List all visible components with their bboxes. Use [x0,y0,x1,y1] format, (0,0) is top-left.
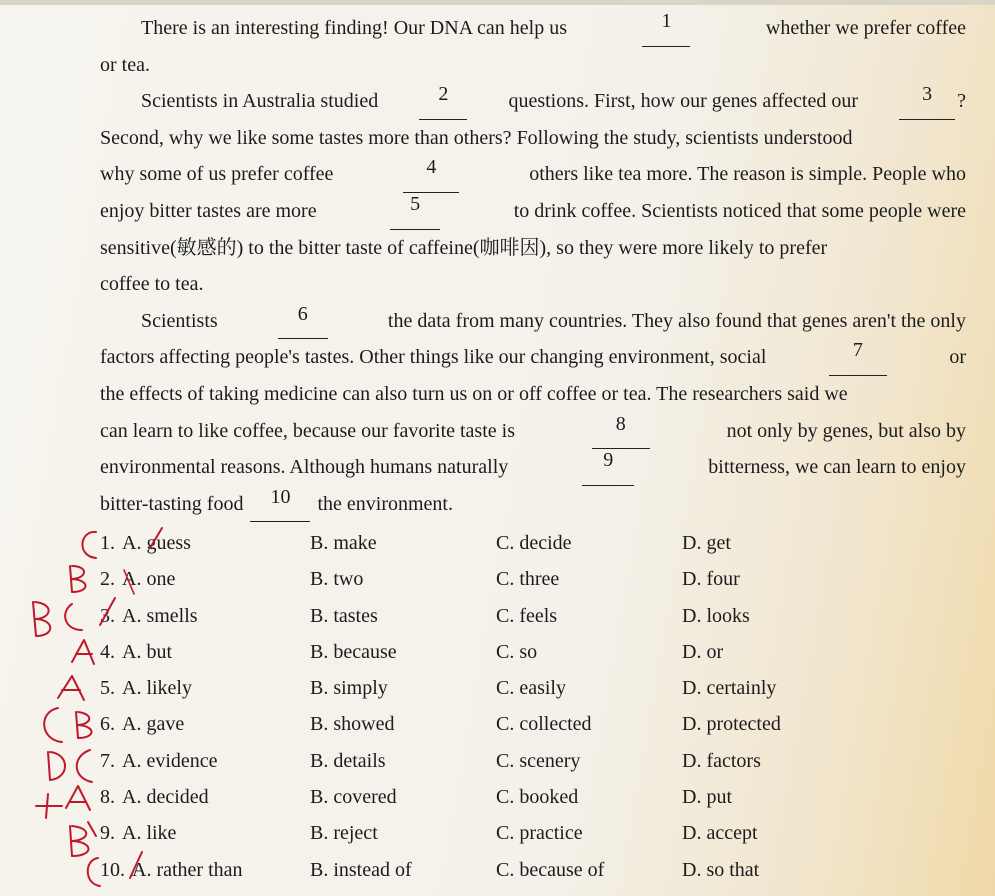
option-c: C. scenery [496,749,581,772]
question-number: 7. [100,749,115,772]
option-d: D. certainly [682,677,777,700]
line-text: not only by genes, but also by [726,419,966,442]
option-a: A. like [122,822,177,845]
question-row-7 [100,743,970,779]
passage-line-4 [100,120,966,157]
question-number: 6. [100,713,115,736]
blank-3: 3 [899,83,955,120]
line-text: the environment. [317,492,453,515]
line-text: bitterness, we can learn to enjoy [708,456,966,479]
option-b: B. showed [310,713,395,736]
blank-1: 1 [642,10,690,47]
option-b: B. two [310,568,364,591]
question-row-1 [100,525,970,561]
question-row-3 [100,598,970,634]
line-text: the data from many countries. They also found that genes aren't the only [387,309,966,332]
option-d: D. so that [682,858,760,881]
line-text: factors affecting people's tastes. Other things like our changing environment, social [100,346,767,369]
option-b: B. instead of [310,858,412,881]
option-b: B. tastes [310,604,378,627]
option-b: B. covered [310,786,397,809]
line-text: others like tea more. The reason is simple. People who [529,163,966,186]
option-d: D. or [682,640,724,663]
line-text: Scientists [141,309,218,332]
line-text: environmental reasons. Although humans naturally [100,456,509,479]
passage-line-14 [100,486,966,523]
option-d: D. put [682,786,732,809]
line-text: coffee to tea. [100,273,204,296]
passage-line-5 [100,156,966,193]
line-text: or tea. [100,53,150,76]
blank-2: 2 [419,83,467,120]
option-b: B. make [310,532,377,554]
option-d: D. four [682,568,740,591]
line-text: to drink coffee. Scientists noticed that some people were [513,199,966,222]
passage-line-10 [100,339,966,376]
passage-line-9 [100,303,966,340]
question-number: 2. [100,568,115,591]
option-d: D. accept [682,822,758,845]
option-a: A. rather than [132,858,243,881]
option-a: A. evidence [122,749,218,772]
option-b: B. simply [310,677,388,700]
page-top-edge [0,0,995,5]
line-text: why some of us prefer coffee [100,163,334,186]
passage-line-13 [100,449,966,486]
question-row-2 [100,561,970,597]
option-d: D. get [682,532,731,554]
blank-7: 7 [829,339,887,376]
passage-line-1 [100,10,966,47]
option-c: C. decide [496,532,572,554]
option-c: C. so [496,640,538,663]
line-text: enjoy bitter tastes are more [100,199,317,222]
passage-line-7 [100,230,966,267]
option-d: D. factors [682,749,761,772]
option-d: D. protected [682,713,781,736]
blank-6: 6 [278,303,328,340]
line-text: the effects of taking medicine can also turn us on or off coffee or tea. The researchers said we [100,382,848,405]
blank-5: 5 [390,193,440,230]
question-number: 8. [100,786,115,809]
option-c: C. feels [496,604,558,627]
passage-line-3 [100,83,966,120]
blank-8: 8 [592,413,650,450]
question-row-9 [100,815,970,851]
cloze-passage [100,10,966,522]
question-number: 4. [100,640,115,663]
blank-10: 10 [250,486,310,523]
line-text: Scientists in Australia studied [141,90,379,113]
question-row-10 [100,852,970,888]
line-text: Second, why we like some tastes more than others? Following the study, scientists understood [100,126,853,149]
option-c: C. easily [496,677,566,700]
line-text: bitter-tasting food [100,492,244,515]
passage-line-12 [100,413,966,450]
option-a: A. gave [122,713,185,736]
question-number: 1. [100,532,115,554]
option-a: A. but [122,640,172,663]
option-a: A. smells [122,604,198,627]
line-text: or [949,346,966,369]
question-number: 10. [100,858,125,881]
line-text: sensitive(敏感的) to the bitter taste of caffeine(咖啡因), so they were more likely to prefer [100,236,828,259]
passage-line-8 [100,266,966,303]
question-number: 9. [100,822,115,845]
question-row-8 [100,779,970,815]
option-b: B. reject [310,822,378,845]
option-c: C. three [496,568,560,591]
line-text: ? [957,90,966,113]
option-a: A. likely [122,677,192,700]
answer-options [100,525,970,888]
line-text: There is an interesting finding! Our DNA can help us [141,17,568,39]
passage-line-2 [100,47,966,84]
passage-line-6 [100,193,966,230]
question-number: 3. [100,604,115,627]
option-a: A. decided [122,786,209,809]
question-row-5 [100,670,970,706]
option-a: A. one [122,568,176,591]
option-b: B. because [310,640,397,663]
question-row-6 [100,706,970,742]
question-row-4 [100,634,970,670]
question-number: 5. [100,677,115,700]
option-c: C. practice [496,822,583,845]
blank-9: 9 [582,449,634,486]
option-c: C. collected [496,713,592,736]
option-c: C. booked [496,786,579,809]
line-text: whether we prefer coffee [765,17,966,39]
line-text: questions. First, how our genes affected our [508,90,858,113]
option-d: D. looks [682,604,750,627]
line-text: can learn to like coffee, because our favorite taste is [100,419,515,442]
passage-line-11 [100,376,966,413]
option-c: C. because of [496,858,605,881]
option-b: B. details [310,749,386,772]
option-a: A. guess [122,532,191,554]
blank-4: 4 [403,156,459,193]
